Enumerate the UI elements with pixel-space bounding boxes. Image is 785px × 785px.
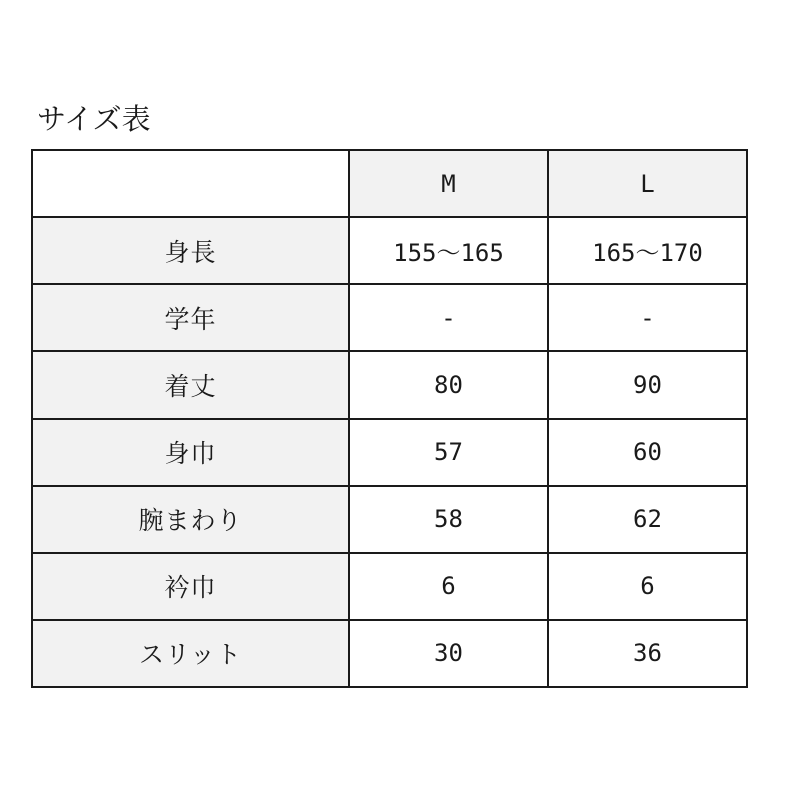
cell-l: - bbox=[549, 285, 746, 350]
row-label: 学年 bbox=[33, 285, 348, 350]
cell-m: - bbox=[350, 285, 547, 350]
cell-m: 30 bbox=[350, 621, 547, 686]
cell-m: 6 bbox=[350, 554, 547, 619]
row-label: 衿巾 bbox=[33, 554, 348, 619]
table-header-l: L bbox=[549, 151, 746, 216]
cell-l: 6 bbox=[549, 554, 746, 619]
cell-m: 58 bbox=[350, 487, 547, 552]
cell-l: 90 bbox=[549, 352, 746, 417]
cell-m: 155〜165 bbox=[350, 218, 547, 283]
page-title: サイズ表 bbox=[37, 102, 151, 136]
row-label: 着丈 bbox=[33, 352, 348, 417]
cell-l: 36 bbox=[549, 621, 746, 686]
cell-l: 165〜170 bbox=[549, 218, 746, 283]
row-label: 身長 bbox=[33, 218, 348, 283]
cell-m: 57 bbox=[350, 420, 547, 485]
cell-l: 60 bbox=[549, 420, 746, 485]
size-table bbox=[31, 149, 748, 688]
row-label: 身巾 bbox=[33, 420, 348, 485]
row-label: スリット bbox=[33, 621, 348, 686]
row-label: 腕まわり bbox=[33, 487, 348, 552]
cell-m: 80 bbox=[350, 352, 547, 417]
table-header-m: M bbox=[350, 151, 547, 216]
table-header-corner bbox=[33, 151, 348, 216]
cell-l: 62 bbox=[549, 487, 746, 552]
